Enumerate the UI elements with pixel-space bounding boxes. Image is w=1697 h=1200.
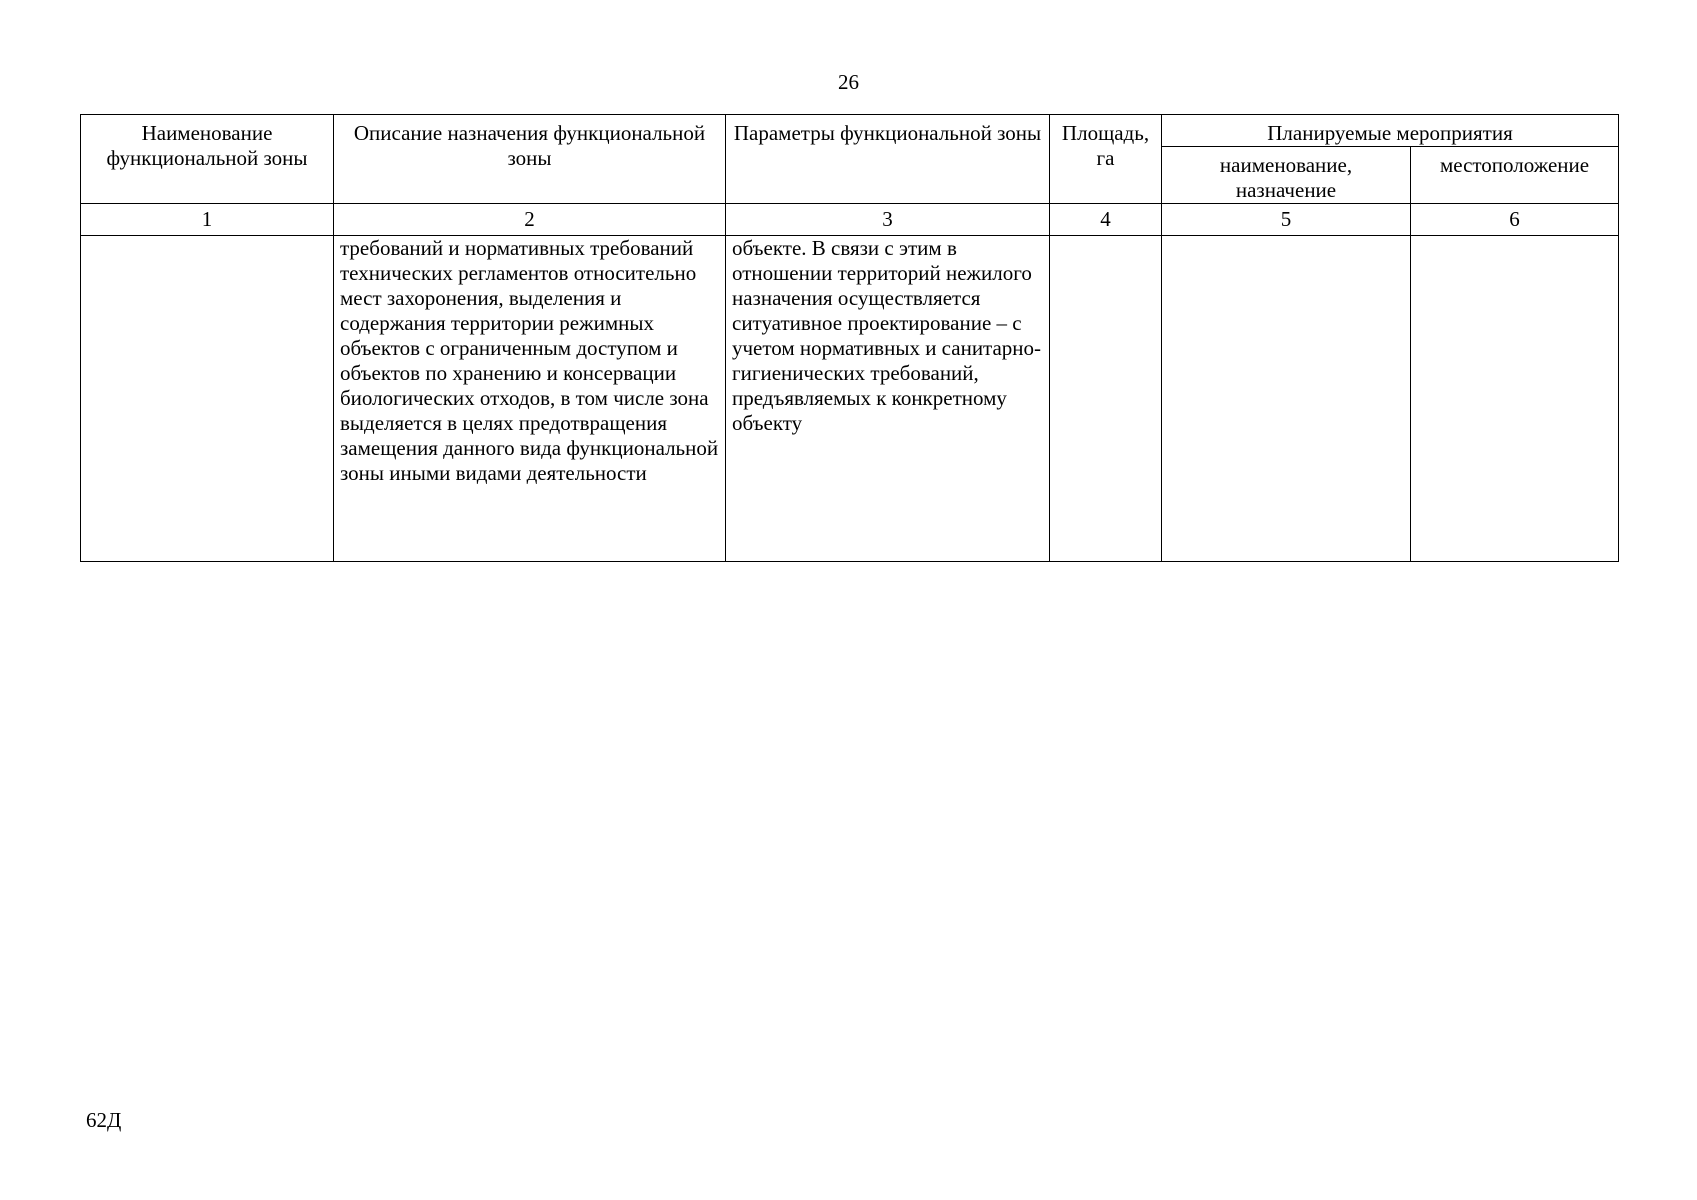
header-zone-name: Наименование функциональной зоны bbox=[81, 115, 334, 204]
cell-measure-name bbox=[1162, 236, 1411, 562]
header-row bbox=[81, 115, 1619, 147]
column-numbers-row bbox=[81, 204, 1619, 236]
cell-zone-name bbox=[81, 236, 334, 562]
cell-zone-description: требований и нормативных требований технических регламентов относительно мест захоронения, выделения и содержания территории режимных объектов с ограниченным доступом и объектов по хранению и консервации биологических отходов, в том числе зона выделяется в целях предотвращения замещения данного вида функциональной зоны иными видами деятельности bbox=[334, 236, 726, 562]
page-number: 26 bbox=[838, 70, 859, 94]
table-row bbox=[81, 236, 1619, 562]
column-number: 6 bbox=[1411, 204, 1619, 236]
header-zone-description: Описание назначения функциональной зоны bbox=[334, 115, 726, 204]
cell-zone-parameters: объекте. В связи с этим в отношении территорий нежилого назначения осуществляется ситуативное проектирование – с учетом нормативных и санитарно-гигиенических требований, предъявляемых к конкретному объекту bbox=[726, 236, 1050, 562]
column-number: 4 bbox=[1050, 204, 1162, 236]
column-number: 3 bbox=[726, 204, 1050, 236]
functional-zones-table bbox=[80, 114, 1619, 562]
header-zone-parameters: Параметры функциональной зоны bbox=[726, 115, 1050, 204]
header-area: Площадь, га bbox=[1050, 115, 1162, 204]
document-code: 62Д bbox=[86, 1108, 122, 1132]
cell-measure-location bbox=[1411, 236, 1619, 562]
cell-area bbox=[1050, 236, 1162, 562]
column-number: 1 bbox=[81, 204, 334, 236]
header-measure-location: местоположение bbox=[1411, 147, 1619, 204]
header-planned-measures: Планируемые мероприятия bbox=[1162, 115, 1619, 147]
column-number: 5 bbox=[1162, 204, 1411, 236]
column-number: 2 bbox=[334, 204, 726, 236]
header-measure-name: наименование, назначение bbox=[1162, 147, 1411, 204]
